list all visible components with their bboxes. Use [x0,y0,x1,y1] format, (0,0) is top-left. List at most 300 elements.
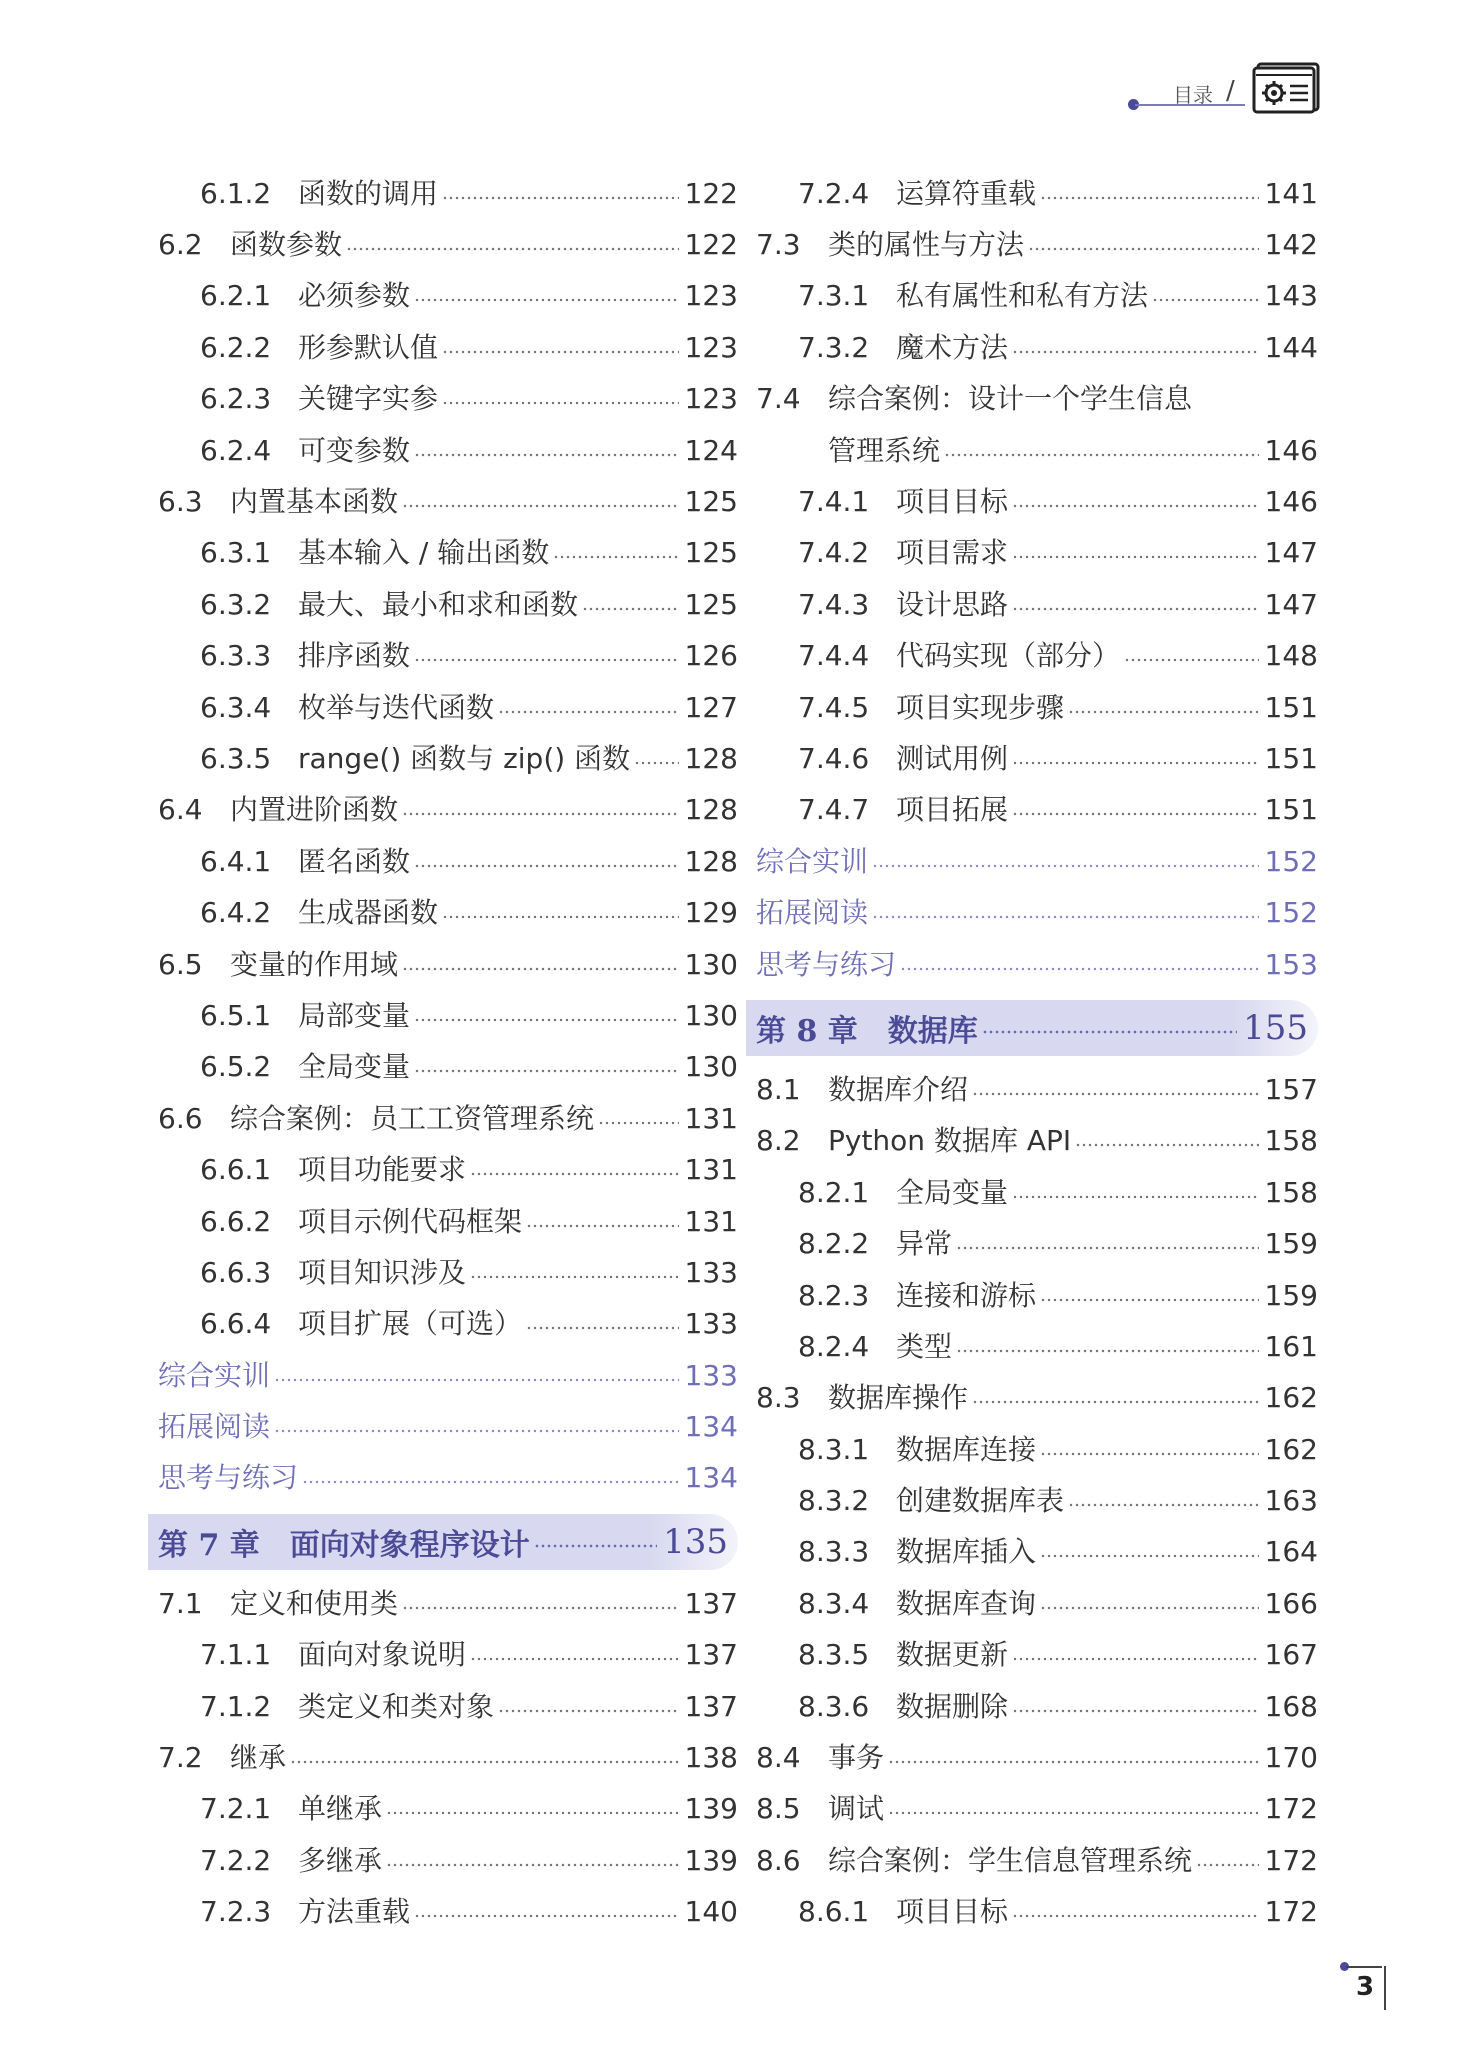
toc-entry-title: 综合实训 [756,844,869,878]
toc-page-number: 130 [684,947,738,981]
dot-leader [1012,350,1259,354]
toc-entry[interactable] [756,1321,1318,1372]
toc-entry[interactable] [756,1373,1318,1424]
toc-page-number: 127 [684,690,738,724]
toc-entry-number: 6.3.1 [200,536,272,570]
toc-entry-title: 最大、最小和求和函数 [298,587,579,621]
dot-leader [1068,1503,1259,1507]
dot-leader [346,247,679,251]
toc-entry-number: 7.4.5 [798,690,870,724]
toc-entry-number: 7.4.2 [798,536,870,570]
toc-page-number: 138 [684,1741,738,1775]
toc-entry-title: 项目功能要求 [298,1153,467,1187]
toc-entry-title: 数据库插入 [896,1535,1037,1569]
toc-entry-number: 6.6.2 [200,1204,272,1238]
toc-extra-entry[interactable] [158,1350,738,1401]
toc-entry[interactable] [756,1475,1318,1526]
toc-page-number: 151 [1264,741,1318,775]
toc-entry-number: 7.2.1 [200,1792,272,1826]
toc-entry[interactable] [158,168,738,219]
toc-entry-title: 创建数据库表 [896,1484,1065,1518]
toc-entry-title: 变量的作用域 [230,947,399,981]
toc-entry-number: 6.6.4 [200,1307,272,1341]
toc-entry-number: 8.3.5 [798,1638,870,1672]
toc-entry-number: 6.3.5 [200,741,272,775]
chapter-title: 数据库 [887,1014,978,1050]
toc-page-number: 124 [684,433,738,467]
toc-page-number: 122 [684,176,738,210]
toc-entry-title: 项目实现步骤 [896,690,1065,724]
dot-leader [1012,761,1259,765]
toc-entry-number: 6.3 [158,485,203,519]
dot-leader [274,1378,679,1382]
toc-entry-number: 8.2.1 [798,1175,870,1209]
toc-entry-number: 7.4.4 [798,639,870,673]
toc-entry-number: 7.4.1 [798,485,870,519]
toc-entry-number: 7.3 [756,228,801,262]
toc-entry[interactable] [158,682,738,733]
toc-entry-title: 必须参数 [298,279,411,313]
toc-entry-number: 8.5 [756,1792,801,1826]
toc-entry-number: 8.2.2 [798,1227,870,1261]
toc-entry[interactable] [158,887,738,938]
toc-entry-number: 7.3.2 [798,330,870,364]
toc-entry[interactable] [756,682,1318,733]
toc-page-number: 131 [684,1204,738,1238]
toc-extra-entry[interactable] [756,836,1318,887]
toc-entry[interactable] [158,1144,738,1195]
toc-entry[interactable] [756,425,1318,476]
toc-page-number: 159 [1264,1278,1318,1312]
toc-entry[interactable] [756,1681,1318,1732]
toc-entry-title: 定义和使用类 [230,1586,399,1620]
toc-entry[interactable] [756,528,1318,579]
toc-entry-number: 6.3.2 [200,587,272,621]
toc-entry-title: 枚举与迭代函数 [298,690,495,724]
dot-leader [1040,1554,1259,1558]
page-header [0,0,1457,140]
toc-page-number: 158 [1264,1124,1318,1158]
toc-entry-number: 6.2.2 [200,330,272,364]
chapter-title: 面向对象程序设计 [289,1528,530,1564]
dot-leader [386,1811,679,1815]
dot-leader [526,1326,679,1330]
dot-leader [1012,1657,1259,1661]
dot-leader [1012,1195,1259,1199]
dot-leader [982,1030,1237,1034]
toc-entry[interactable] [158,1196,738,1247]
toc-entry[interactable] [756,579,1318,630]
toc-page-number: 170 [1264,1741,1318,1775]
toc-entry-number: 6.3.3 [200,639,272,673]
toc-entry[interactable] [158,219,738,270]
toc-entry-number: 6.6.3 [200,1255,272,1289]
toc-entry-title: 管理系统 [828,433,941,467]
dot-leader [888,1760,1259,1764]
chapter-heading[interactable] [746,1000,1318,1056]
toc-page-number: 164 [1264,1535,1318,1569]
dot-leader [1040,1298,1259,1302]
toc-entry[interactable] [158,1887,738,1938]
dot-leader [888,1811,1259,1815]
toc-page-number: 157 [1264,1072,1318,1106]
toc-entry[interactable] [756,322,1318,373]
toc-entry-number: 7.2.3 [200,1895,272,1929]
toc-entry[interactable] [158,425,738,476]
toc-page-number: 146 [1264,433,1318,467]
toc-entry-number: 8.6 [756,1843,801,1877]
toc-entry-number: 6.2.3 [200,382,272,416]
toc-page-number: 131 [684,1101,738,1135]
toc-entry-number: 6.4 [158,793,203,827]
toc-entry-number: 6.4.1 [200,844,272,878]
toc-entry-number: 6.5.1 [200,998,272,1032]
toc-entry-number: 8.4 [756,1741,801,1775]
toc-page-number: 133 [684,1307,738,1341]
dot-leader [1028,247,1259,251]
dot-leader [402,812,679,816]
toc-entry[interactable] [158,1732,738,1783]
toc-page-number: 148 [1264,639,1318,673]
toc-entry-number: 7.2.4 [798,176,870,210]
toc-entry-number: 7.4.7 [798,793,870,827]
dot-leader [414,658,679,662]
chapter-number: 第 7 章 [158,1528,260,1564]
toc-entry-title: 数据库连接 [896,1432,1037,1466]
toc-entry[interactable] [756,1218,1318,1269]
toc-entry-title: 项目示例代码框架 [298,1204,523,1238]
dot-leader [1012,607,1259,611]
toc-page-number: 168 [1264,1689,1318,1723]
toc-entry-number: 8.2.4 [798,1329,870,1363]
toc-entry-title: 异常 [896,1227,953,1261]
toc-page-number: 126 [684,639,738,673]
header-slash: / [1226,76,1235,106]
toc-entry[interactable] [158,1042,738,1093]
dot-leader [1196,1863,1259,1867]
toc-entry[interactable] [756,1424,1318,1475]
dot-leader [402,504,679,508]
toc-left-column [158,168,738,1938]
toc-entry-title: 项目需求 [896,536,1009,570]
toc-entry[interactable] [756,1732,1318,1783]
toc-entry-title: 综合案例：设计一个学生信息 [828,382,1193,416]
toc-entry-title: 全局变量 [896,1175,1009,1209]
toc-page-number: 161 [1264,1329,1318,1363]
toc-page-number: 144 [1264,330,1318,364]
toc-entry[interactable] [756,733,1318,784]
toc-entry-number: 8.6.1 [798,1895,870,1929]
dot-leader [442,196,679,200]
toc-entry[interactable] [158,322,738,373]
toc-entry-number: 6.3.4 [200,690,272,724]
toc-page-number: 123 [684,382,738,416]
toc-entry[interactable] [158,1578,738,1629]
toc-entry-number: 7.2 [158,1741,203,1775]
toc-entry[interactable] [756,1835,1318,1886]
toc-entry-title: 项目知识涉及 [298,1255,467,1289]
toc-entry-title: 基本输入 / 输出函数 [298,536,550,570]
toc-entry[interactable] [756,476,1318,527]
dot-leader [414,1914,679,1918]
dot-leader [1075,1143,1258,1147]
dot-leader [1124,658,1259,662]
toc-entry-title: 函数参数 [230,228,343,262]
toc-entry[interactable] [158,374,738,425]
toc-page-number: 151 [1264,690,1318,724]
toc-entry-title: 私有属性和私有方法 [896,279,1149,313]
toc-page-number: 162 [1264,1432,1318,1466]
toc-entry-number: 6.6.1 [200,1153,272,1187]
toc-entry[interactable] [756,1887,1318,1938]
toc-entry[interactable] [158,1630,738,1681]
dot-leader [598,1121,679,1125]
toc-entry-title: 连接和游标 [896,1278,1037,1312]
toc-page-number: 140 [684,1895,738,1929]
toc-entry[interactable] [158,579,738,630]
dot-leader [956,1349,1259,1353]
toc-entry-number: 8.1 [756,1072,801,1106]
toc-page-number: 128 [684,741,738,775]
toc-entry-number: 6.5 [158,947,203,981]
toc-page-number: 159 [1264,1227,1318,1261]
dot-leader [582,607,679,611]
toc-page-number: 172 [1264,1895,1318,1929]
dot-leader [1012,504,1259,508]
dot-leader [1040,196,1259,200]
toc-entry-title: 可变参数 [298,433,411,467]
toc-entry-number: 6.4.2 [200,896,272,930]
toc-entry[interactable] [158,733,738,784]
dot-leader [900,967,1259,971]
dot-leader [972,1092,1259,1096]
toc-entry[interactable] [756,1630,1318,1681]
dot-leader [1068,710,1259,714]
toc-entry-title: 局部变量 [298,998,411,1032]
toc-entry-title: 全局变量 [298,1050,411,1084]
page-number-side [1384,1966,1386,2010]
toc-entry-number: 8.3.1 [798,1432,870,1466]
toc-entry-number: 7.4.3 [798,587,870,621]
toc-entry[interactable] [158,990,738,1041]
toc-entry-number: 8.2.3 [798,1278,870,1312]
toc-page-number: 123 [684,330,738,364]
toc-page-number: 137 [684,1586,738,1620]
toc-entry-title: 关键字实参 [298,382,439,416]
toc-entry[interactable] [756,1167,1318,1218]
toc-page-number: 155 [1243,1008,1308,1049]
toc-entry-number: 8.2 [756,1124,801,1158]
toc-page-number: 139 [684,1792,738,1826]
toc-entry[interactable] [756,1064,1318,1115]
toc-entry-number: 7.2.2 [200,1843,272,1877]
toc-page-number: 137 [684,1689,738,1723]
toc-entry-number: 7.4 [756,382,801,416]
toc-page-number: 130 [684,1050,738,1084]
toc-entry-title: 综合实训 [158,1358,271,1392]
toc-entry[interactable] [158,271,738,322]
toc-entry-number: 7.3.1 [798,279,870,313]
dot-leader [1012,1914,1259,1918]
toc-entry[interactable] [756,1270,1318,1321]
toc-entry-title: range() 函数与 zip() 函数 [298,741,631,775]
dot-leader [634,761,678,765]
dot-leader [414,864,679,868]
page-number-bar [1346,1966,1382,1968]
dot-leader [414,1018,679,1022]
toc-entry-title: 项目目标 [896,1895,1009,1929]
toc-entry-title: 魔术方法 [896,330,1009,364]
toc-extra-entry[interactable] [756,939,1318,990]
toc-entry[interactable] [158,1247,738,1298]
toc-entry-number: 6.5.2 [200,1050,272,1084]
toc-page-number: 133 [684,1358,738,1392]
dot-leader [402,967,679,971]
dot-leader [442,401,679,405]
toc-entry[interactable] [158,785,738,836]
toc-entry[interactable] [158,476,738,527]
toc-entry-title: 思考与练习 [158,1461,299,1495]
dot-leader [956,1246,1259,1250]
dot-leader [302,1480,679,1484]
toc-entry-number: 6.2.1 [200,279,272,313]
dot-leader [470,1657,679,1661]
dot-leader [386,1863,679,1867]
toc-entry-title: 数据库查询 [896,1586,1037,1620]
toc-entry[interactable] [158,1784,738,1835]
toc-entry-title: 调试 [828,1792,885,1826]
toc-entry[interactable] [756,631,1318,682]
toc-entry-title: Python 数据库 API [828,1124,1072,1158]
toc-entry-title: 事务 [828,1741,885,1775]
toc-page-number: 172 [1264,1843,1318,1877]
toc-entry-title: 面向对象说明 [298,1638,467,1672]
toc-entry-title: 继承 [230,1741,287,1775]
dot-leader [442,915,679,919]
dot-leader [414,1069,679,1073]
toc-entry-number: 7.1.2 [200,1689,272,1723]
toc-entry-title: 类的属性与方法 [828,228,1025,262]
toc-entry-number: 8.3.3 [798,1535,870,1569]
toc-entry[interactable] [756,1578,1318,1629]
dot-leader [470,1275,679,1279]
toc-entry[interactable] [756,1527,1318,1578]
dot-leader [972,1400,1259,1404]
toc-page-number: 146 [1264,485,1318,519]
settings-document-icon [1252,62,1322,114]
toc-extra-entry[interactable] [158,1401,738,1452]
chapter-heading[interactable] [148,1514,738,1570]
dot-leader [414,298,679,302]
toc-entry[interactable] [756,1784,1318,1835]
toc-entry-title: 生成器函数 [298,896,439,930]
toc-entry-number: 6.2.4 [200,433,272,467]
toc-entry-number: 8.3.6 [798,1689,870,1723]
dot-leader [414,453,679,457]
toc-entry-number: 8.3.2 [798,1484,870,1518]
toc-entry-title: 综合案例：学生信息管理系统 [828,1843,1193,1877]
toc-page-number: 163 [1264,1484,1318,1518]
toc-entry-title: 拓展阅读 [158,1410,271,1444]
toc-entry[interactable] [756,271,1318,322]
toc-page-number: 172 [1264,1792,1318,1826]
toc-right-column [756,168,1318,1938]
toc-entry-number: 7.1 [158,1586,203,1620]
toc-page-number: 166 [1264,1586,1318,1620]
toc-page-number: 125 [684,536,738,570]
toc-page-number: 131 [684,1153,738,1187]
toc-entry-title: 内置进阶函数 [230,793,399,827]
toc-entry[interactable] [158,1093,738,1144]
dot-leader [553,555,678,559]
toc-entry-title: 项目拓展 [896,793,1009,827]
toc-entry[interactable] [158,528,738,579]
toc-entry-title: 单继承 [298,1792,383,1826]
toc-page-number: 153 [1264,947,1318,981]
toc-page-number: 125 [684,485,738,519]
dot-leader [1012,812,1259,816]
toc-page-number: 128 [684,844,738,878]
toc-entry[interactable] [756,374,1318,425]
toc-entry-title: 项目目标 [896,485,1009,519]
toc-entry-title: 类定义和类对象 [298,1689,495,1723]
dot-leader [872,915,1259,919]
toc-entry-number: 6.1.2 [200,176,272,210]
toc-page-number: 162 [1264,1381,1318,1415]
toc-entry[interactable] [756,168,1318,219]
page-number: 3 [1356,1972,1375,2002]
dot-leader [1040,1606,1259,1610]
toc-entry[interactable] [158,836,738,887]
header-label: 目录 [1173,83,1213,107]
dot-leader [534,1544,657,1548]
toc-extra-entry[interactable] [756,887,1318,938]
toc-entry-number: 7.4.6 [798,741,870,775]
toc-entry[interactable] [756,219,1318,270]
dot-leader [944,453,1259,457]
toc-page-number: 133 [684,1255,738,1289]
toc-page-number: 158 [1264,1175,1318,1209]
toc-entry-title: 综合案例：员工工资管理系统 [230,1101,595,1135]
toc-entry-number: 6.2 [158,228,203,262]
toc-entry-number: 8.3.4 [798,1586,870,1620]
toc-extra-entry[interactable] [158,1453,738,1504]
toc-entry-title: 匿名函数 [298,844,411,878]
toc-entry[interactable] [756,785,1318,836]
dot-leader [1152,298,1259,302]
toc-entry-title: 内置基本函数 [230,485,399,519]
toc-entry-title: 数据删除 [896,1689,1009,1723]
toc-entry[interactable] [158,939,738,990]
toc-entry[interactable] [756,1116,1318,1167]
toc-entry[interactable] [158,1299,738,1350]
toc-entry-title: 方法重载 [298,1895,411,1929]
toc-entry[interactable] [158,631,738,682]
toc-entry-title: 多继承 [298,1843,383,1877]
toc-entry-title: 类型 [896,1329,953,1363]
toc-page-number: 123 [684,279,738,313]
dot-leader [872,864,1259,868]
dot-leader [470,1172,679,1176]
toc-page-number: 147 [1264,536,1318,570]
page-number-tab [1346,1962,1394,2006]
toc-entry[interactable] [158,1835,738,1886]
dot-leader [498,1709,679,1713]
toc-entry-title: 数据库操作 [828,1381,969,1415]
toc-page-number: 125 [684,587,738,621]
toc-entry[interactable] [158,1681,738,1732]
toc-entry-title: 排序函数 [298,639,411,673]
